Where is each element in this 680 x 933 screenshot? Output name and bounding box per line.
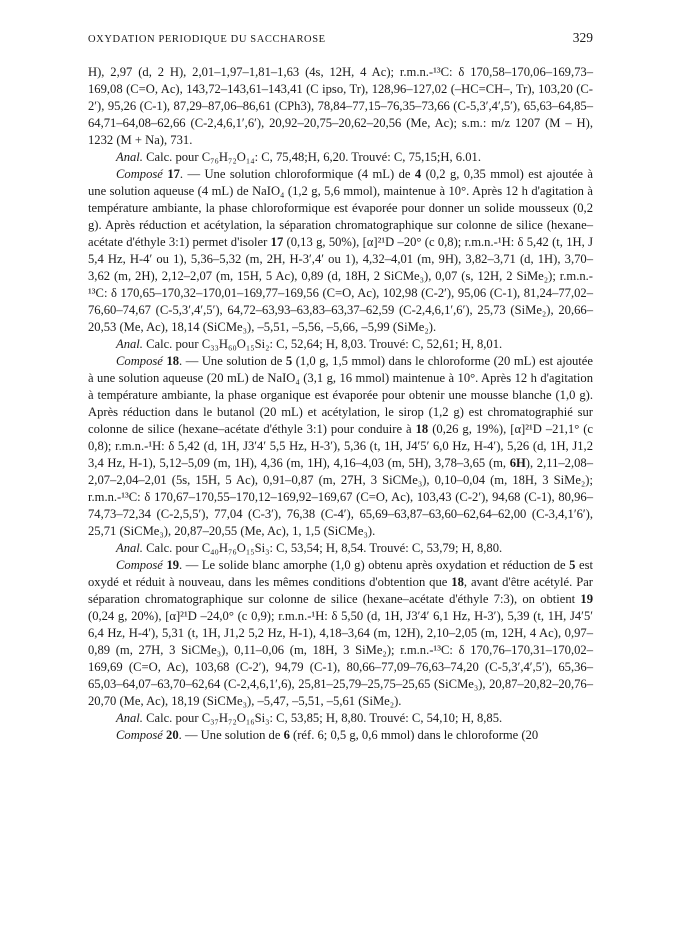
compound-number: 18: [415, 422, 429, 436]
text-run: (0,2 g, 0,35 mmol) est ajoutée à une solution aqueuse (4 mL) de NaIO₄ (1,2 g, 5,6 mmol), maintenue à 10°. Après 12 h d'agitation à température ambiante, la phase chloroformique est évaporée pour donner un solide mousseux (0,2 g). Après réduction et acétylation, la séparation chromatographique sur colonne de silice (hexane–acétate d'éthyle 3:1) permet d'isoler: [88, 167, 593, 249]
compound-number: 20: [166, 728, 179, 742]
compound-number: 6H: [509, 456, 526, 470]
text-run: , avant d'être acétylé. Par séparation chromatographique sur colonne de silice (hexane–acétate d'éthyle 7:3), on obtient: [88, 575, 593, 606]
text-run: . — Une solution chloroformique (4 mL) de: [179, 167, 415, 181]
text-run: . — Une solution de: [178, 728, 284, 742]
compound-number: 18: [451, 575, 464, 589]
text-run: . — Une solution de: [179, 354, 286, 368]
text-run: Calc. pour C₃₇H₇₂O₁₆Si₃: C, 53,85; H, 8,80. Trouvé: C, 54,10; H, 8,85.: [142, 711, 503, 725]
italic-label: Composé: [116, 728, 163, 742]
compound-number: 19: [580, 592, 593, 606]
text-run: (0,13 g, 50%), [α]²¹D –20° (c 0,8); r.m.n.-¹H: δ 5,42 (t, 1H, J 5,4 Hz, H-4′ ou 1), 5,36–5,32 (m, 2H, H-3′,4′ ou 1), 4,32–4,01 (m, 9H), 3,82–3,71 (d, 1H), 3,70–3,62 (m, 2H), 2,12–2,07 (m, 15H, 5 Ac), 0,89 (d, 18H, 2 SiCMe₃), 0,07 (s, 12H, 2 SiMe₂); r.m.n.-¹³C: δ 170,65–170,32–170,01–169,77–169,56 (C=O, Ac), 102,98 (C-2′), 95,06 (C-1), 81,24–77,02–76,60–74,67 (C-5,3′,4′,5′), 64,72–63,93–63,83–63,37–62,59 (C-2,4,6,1′,6′), 25,73 (SiMe₂), 20,66–20,53 (Me, Ac), 18,14 (SiCMe₃), –5,51, –5,56, –5,66, –5,99 (SiMe₂).: [88, 235, 594, 334]
compound-number: 5: [285, 354, 293, 368]
compound-number: 17: [270, 235, 284, 249]
paragraph: [88, 64, 593, 149]
text-run: H), 2,97 (d, 2 H), 2,01–1,97–1,81–1,63 (4s, 12H, 4 Ac); r.m.n.-¹³C: δ 170,58–170,06–169,73–169,08 (C=O, Ac), 143,72–143,61–143,41 (C ipso, Tr), 128,96–127,02 (–HC=CH–, Tr), 103,20 (C-2′), 95,26 (C-1), 87,29–87,06–86,61 (CPh3), 78,84–77,15–76,35–73,66 (C-5,3′,4′,5′), 65,63–64,85–64,71–64,08–62,66 (C-2,4,6,1′,6′), 20,92–20,75–20,62–20,56 (Me, Ac); s.m.: m/z 1207 (M – H), 1232 (M + Na), 731.: [88, 65, 593, 147]
text-run: Calc. pour C₇₆H₇₂O₁₄: C, 75,48;H, 6,20. Trouvé: C, 75,15;H, 6.01.: [142, 150, 481, 164]
paragraph: [88, 353, 593, 540]
compound-number: 17: [167, 167, 180, 181]
paragraph: [88, 540, 593, 557]
text-run: ), 2,11–2,08–2,07–2,04–2,01 (5s, 15H, 5 Ac), 0,91–0,87 (m, 27H, 3 SiCMe₃), 0,10–0,04 (m, 18H, 3 SiMe₂); r.m.n.-¹³C: δ 170,67–170,55–170,12–169,92–169,67 (C=O, Ac), 103,43 (C-2′), 94,68 (C-1), 80,96–74,73–72,34 (C-2,5,5′), 77,04 (C-3′), 76,38 (C-4′), 65,69–63,87–63,60–62,64–62,00 (C-3,4,1′6′), 25,71 (SiCMe₃), 20,87–20,55 (Me, Ac), 1, 1,5 (SiCMe₃).: [88, 456, 594, 538]
text-run: Calc. pour C₄₀H₇₆O₁₅Si₃: C, 53,54; H, 8,54. Trouvé: C, 53,79; H, 8,80.: [142, 541, 503, 555]
text-run: est oxydé et réduit à nouveau, dans les mêmes conditions d'obtention que: [88, 558, 593, 589]
compound-number: 4: [414, 167, 422, 181]
text-run: (réf. 6; 0,5 g, 0,6 mmol) dans le chloroforme (20: [289, 728, 539, 742]
italic-label: Anal.: [116, 337, 143, 351]
text-run: (0,26 g, 19%), [α]²¹D –21,1° (c 0,8); r.m.n.-¹H: δ 5,42 (d, 1H, J3′4′ 5,5 Hz, H-3′), 5,36 (t, 1H, J4′5′ 6,0 Hz, H-4′), 5,26 (d, 1H, J1,2 3,4 Hz, H-1), 5,12–5,09 (m, 1H), 4,36 (m, 1H), 4,16–4,03 (m, 5H), 3,78–3,65 (m,: [88, 422, 593, 470]
text-run: (0,24 g, 20%), [α]²¹D –24,0° (c 0,9); r.m.n.-¹H: δ 5,50 (d, 1H, J3′4′ 6,1 Hz, H-3′), 5,39 (t, 1H, J4′5′ 6,4 Hz, H-4′), 5,31 (t, 1H, J1,2 5,2 Hz, H-1), 4,18–3,64 (m, 12H), 2,10–2,05 (m, 12H, 4 Ac), 0,97–0,89 (m, 27H, 3 SiCMe₃), 0,11–0,06 (m, 18H, 3 SiMe₂); r.m.n.-¹³C: δ 170,76–170,31–170,02–169,69 (C=O, Ac), 103,68 (C-2′), 94,79 (C-1), 80,66–77,09–76,63–74,20 (C-5,3′,4′,5′), 65,36–65,03–64,07–63,70–62,64 (C-2,4,6,1′,6), 25,81–25,79–25,75–25,65 (SiCMe₃), 20,87–20,82–20,76–20,70 (Me, Ac), 18,19 (SiCMe₃), –5,47, –5,51, –5,61 (SiMe₂).: [88, 609, 593, 708]
journal-page: [88, 30, 593, 744]
italic-label: Anal.: [116, 711, 143, 725]
compound-number: 18: [166, 354, 180, 368]
italic-label: Anal.: [116, 541, 143, 555]
paragraph: [88, 727, 593, 744]
italic-label: Anal.: [116, 150, 143, 164]
text-run: Calc. pour C₃₃H₆₀O₁₅Si₂: C, 52,64; H, 8,03. Trouvé: C, 52,61; H, 8,01.: [142, 337, 503, 351]
page-number: 329: [572, 30, 593, 45]
text-run: . — Le solide blanc amorphe (1,0 g) obtenu après oxydation et réduction de: [179, 558, 570, 572]
running-title: OXYDATION PERIODIQUE DU SACCHAROSE: [88, 34, 326, 45]
paragraph: [88, 336, 593, 353]
paragraph: [88, 149, 593, 166]
italic-label: Composé: [116, 558, 163, 572]
italic-label: Composé: [116, 354, 163, 368]
page-header: [88, 30, 593, 52]
paragraph: [88, 710, 593, 727]
italic-label: Composé: [116, 167, 163, 181]
compound-number: 19: [166, 558, 180, 572]
compound-number: 5: [569, 558, 576, 572]
compound-number: 6: [283, 728, 290, 742]
paragraph: [88, 166, 593, 336]
body-text: [88, 64, 593, 744]
paragraph: [88, 557, 593, 710]
text-run: (1,0 g, 1,5 mmol) dans le chloroforme (20 mL) est ajoutée à une solution aqueuse (20 mL) de NaIO₄ (3,1 g, 16 mmol) maintenue à 10°. Après 12 h d'agitation à température ambiante, la phase organique est évaporée pour obtenir une mousse blanche (1,0 g). Après réduction dans le butanol (20 mL) et acétylation, le sirop (1,2 g) est chromatographié sur colonne de silice (hexane–acétate d'éthyle 3:1) pour conduire à: [88, 354, 593, 436]
